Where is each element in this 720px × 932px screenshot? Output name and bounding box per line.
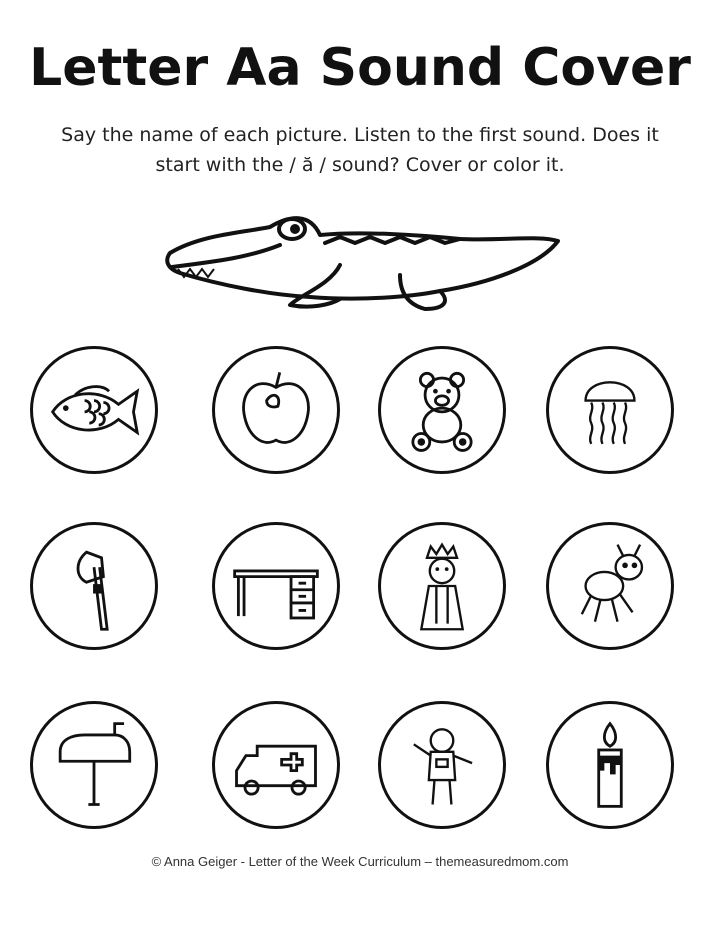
axe-icon bbox=[47, 539, 141, 633]
picture-circle-astronaut[interactable] bbox=[378, 701, 506, 829]
desk-icon bbox=[229, 539, 323, 633]
ambulance-icon bbox=[229, 718, 323, 812]
instructions-line-1: Say the name of each picture. Listen to the first sound. Does it bbox=[61, 124, 659, 146]
mailbox-icon bbox=[47, 718, 141, 812]
picture-circle-axe[interactable] bbox=[30, 522, 158, 650]
ant-icon bbox=[563, 539, 657, 633]
apple-icon bbox=[229, 363, 323, 457]
candle-icon bbox=[563, 718, 657, 812]
picture-circle-king[interactable] bbox=[378, 522, 506, 650]
instructions-line-2: start with the / ă / sound? Cover or color it. bbox=[155, 154, 565, 176]
astronaut-icon bbox=[395, 718, 489, 812]
picture-circle-candle[interactable] bbox=[546, 701, 674, 829]
picture-circle-ambulance[interactable] bbox=[212, 701, 340, 829]
page-title: Letter Aa Sound Cover bbox=[29, 38, 691, 98]
picture-circle-teddy-bear[interactable] bbox=[378, 346, 506, 474]
fish-icon bbox=[47, 363, 141, 457]
teddy-bear-icon bbox=[395, 363, 489, 457]
picture-circle-jellyfish[interactable] bbox=[546, 346, 674, 474]
king-icon bbox=[395, 539, 489, 633]
picture-circle-mailbox[interactable] bbox=[30, 701, 158, 829]
picture-circle-fish[interactable] bbox=[30, 346, 158, 474]
copyright-footer: © Anna Geiger - Letter of the Week Curriculum – themeasuredmom.com bbox=[151, 854, 569, 869]
picture-circle-apple[interactable] bbox=[212, 346, 340, 474]
jellyfish-icon bbox=[563, 363, 657, 457]
picture-circle-ant[interactable] bbox=[546, 522, 674, 650]
picture-circle-desk[interactable] bbox=[212, 522, 340, 650]
